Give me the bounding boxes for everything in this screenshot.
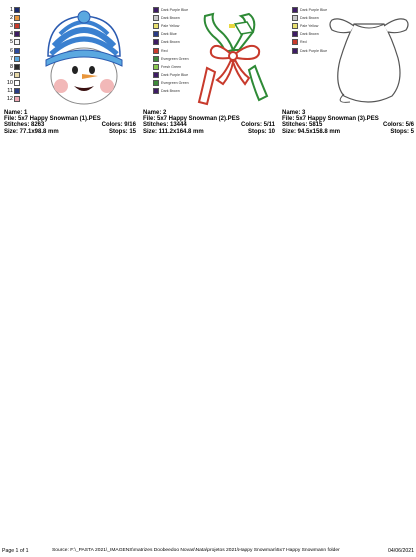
color-swatch — [14, 56, 20, 62]
color-swatch — [292, 31, 298, 37]
color-swatch — [14, 39, 20, 45]
color-name: Evergreen Green — [161, 56, 189, 61]
color-swatch-row — [143, 30, 189, 38]
color-swatch — [153, 64, 159, 70]
color-swatch — [153, 31, 159, 37]
color-name: Dark Purple Blue — [300, 48, 328, 53]
color-swatch — [153, 56, 159, 62]
color-name: Dark Brown — [161, 40, 180, 45]
color-swatch-row — [143, 71, 189, 79]
color-number: 1 — [9, 7, 13, 14]
color-number: 10 — [6, 79, 13, 86]
design-card-2 — [143, 6, 275, 156]
color-swatch-row — [143, 63, 189, 71]
color-swatch-row — [282, 38, 327, 46]
color-number: 2 — [9, 15, 13, 22]
color-name: Dark Brown — [161, 88, 180, 93]
color-swatch — [292, 39, 298, 45]
color-swatch — [153, 7, 159, 13]
scarf-bow-image — [195, 10, 271, 106]
color-swatch-row — [143, 38, 189, 46]
color-swatch — [14, 15, 20, 21]
design-size: Size: 111.2x164.8 mm — [143, 128, 204, 135]
color-name: Dark Blue — [161, 32, 177, 37]
color-swatch — [14, 72, 20, 78]
color-swatch — [153, 80, 159, 86]
footer-date: 04/06/2021 — [388, 548, 414, 554]
color-swatch — [153, 23, 159, 29]
color-name: Fresh Green — [161, 64, 182, 69]
color-swatch-row — [282, 46, 327, 54]
color-name: Dark Brown — [300, 32, 319, 37]
color-legend — [143, 6, 189, 95]
color-swatch-row — [4, 6, 22, 14]
color-number: 8 — [9, 63, 13, 70]
color-swatch — [14, 31, 20, 37]
color-swatch — [292, 48, 298, 54]
color-swatch-row — [143, 14, 189, 22]
color-swatch-row — [4, 38, 22, 46]
color-name: Evergreen Green — [161, 80, 189, 85]
color-name: Dark Purple Blue — [161, 8, 189, 13]
color-number: 3 — [9, 23, 13, 30]
footer-source: Source: F:\_PASTA 2021\_IMAGENS\matrizes Doobeedoo Novas\Nata\projetos 2021\Happy Snowman\5x7 Happy Snowmann folder — [52, 548, 340, 553]
design-stops: Stops: 5 — [390, 128, 414, 135]
color-swatch-row — [282, 6, 327, 14]
color-swatch-row — [4, 30, 22, 38]
color-swatch-row — [4, 22, 22, 30]
color-swatch — [292, 7, 298, 13]
color-swatch — [153, 39, 159, 45]
color-name: Pale Yellow — [161, 24, 180, 29]
color-number: 6 — [9, 47, 13, 54]
color-swatch — [14, 64, 20, 70]
color-swatch — [292, 15, 298, 21]
color-swatch-row — [4, 87, 22, 95]
design-name: Name: 1 — [4, 110, 28, 116]
footer-page: Page 1 of 1 — [2, 548, 29, 554]
color-swatch — [14, 88, 20, 94]
design-stitches: Stitches: 13444 — [143, 122, 187, 129]
snowman-body-image — [326, 10, 412, 108]
color-swatch-row — [282, 22, 327, 30]
color-name: Dark Brown — [300, 16, 319, 21]
design-stitches: Stitches: 5815 — [282, 122, 323, 129]
design-stops: Stops: 10 — [247, 128, 275, 135]
color-swatch-row — [4, 71, 22, 79]
color-swatch-row — [4, 95, 22, 103]
color-legend — [282, 6, 327, 55]
design-stitches: Stitches: 8263 — [4, 122, 45, 129]
color-swatch — [14, 7, 20, 13]
color-name: Dark Brown — [161, 16, 180, 21]
color-swatch-row — [143, 79, 189, 87]
design-stops: Stops: 15 — [108, 128, 136, 135]
design-colors: Colors: 5/11 — [240, 122, 275, 129]
color-swatch — [153, 72, 159, 78]
design-colors: Colors: 9/16 — [101, 122, 136, 129]
color-swatch-row — [4, 55, 22, 63]
design-card-1 — [4, 6, 136, 156]
color-swatch — [292, 23, 298, 29]
color-swatch — [14, 96, 20, 102]
color-name: Dark Purple Blue — [161, 72, 189, 77]
color-name: Dark Purple Blue — [300, 8, 328, 13]
color-swatch — [14, 48, 20, 54]
color-swatch-row — [4, 79, 22, 87]
design-size: Size: 77.1x98.8 mm — [4, 128, 59, 135]
snowman-face-image — [34, 10, 134, 108]
color-number: 5 — [9, 39, 13, 46]
color-name: Red — [161, 48, 168, 53]
color-number: 4 — [9, 31, 13, 38]
design-info — [4, 110, 136, 135]
color-swatch-row — [143, 46, 189, 54]
design-info — [282, 110, 414, 135]
color-swatch-row — [282, 30, 327, 38]
color-name: Red — [300, 40, 307, 45]
color-number: 7 — [9, 55, 13, 62]
color-swatch-row — [4, 63, 22, 71]
color-swatch — [153, 15, 159, 21]
color-swatch-row — [4, 46, 22, 54]
design-info — [143, 110, 275, 135]
color-swatch-row — [143, 87, 189, 95]
design-file: File: 5x7 Happy Snowman (1).PES — [4, 116, 101, 123]
design-card-3 — [282, 6, 414, 156]
design-file: File: 5x7 Happy Snowman (3).PES — [282, 116, 379, 123]
color-number: 9 — [9, 71, 13, 78]
color-swatch — [14, 80, 20, 86]
color-swatch-row — [143, 55, 189, 63]
design-file: File: 5x7 Happy Snowman (2).PES — [143, 116, 240, 123]
color-swatch-row — [4, 14, 22, 22]
color-number: 12 — [6, 96, 13, 103]
color-number: 11 — [7, 87, 13, 94]
design-colors: Colors: 5/6 — [382, 122, 414, 129]
design-size: Size: 94.5x158.8 mm — [282, 128, 341, 135]
color-swatch — [153, 88, 159, 94]
color-swatch-row — [282, 14, 327, 22]
design-name: Name: 2 — [143, 110, 167, 116]
color-name: Pale Yellow — [300, 24, 319, 29]
design-name: Name: 3 — [282, 110, 306, 116]
color-swatch — [153, 48, 159, 54]
color-swatch-row — [143, 6, 189, 14]
color-swatch-row — [143, 22, 189, 30]
color-legend — [4, 6, 22, 103]
color-swatch — [14, 23, 20, 29]
